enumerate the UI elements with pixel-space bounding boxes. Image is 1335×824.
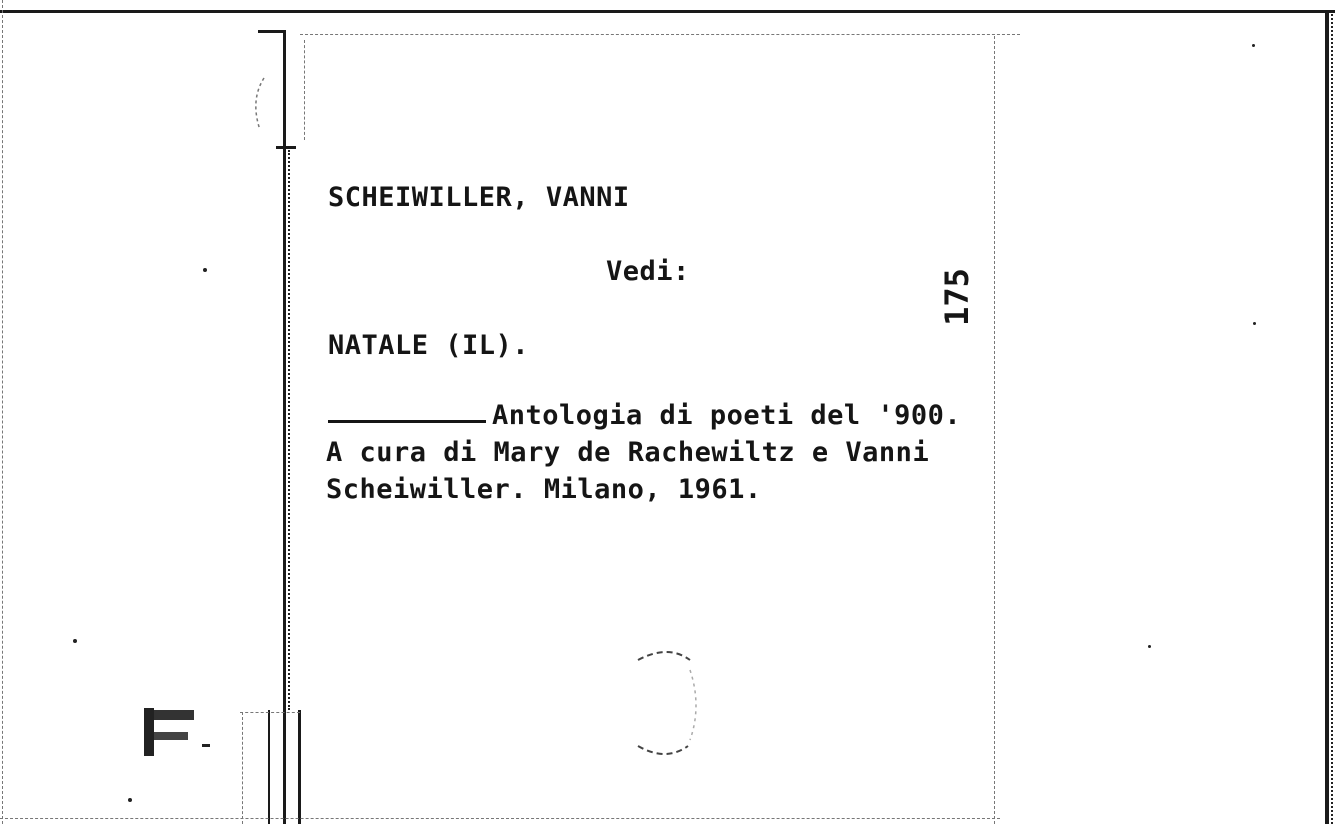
library-stamp-mark [140,704,220,764]
speck [1148,645,1151,648]
call-number: 175 [937,268,976,326]
binding-bottom-top [240,712,300,713]
speck [203,268,207,272]
speck [73,639,77,643]
binding-line-dots [288,150,290,710]
bottom-dashed-guide [0,818,1000,819]
repeat-author-rule [328,420,486,423]
binding-line-main [283,32,286,824]
binding-bottom-b [298,710,301,824]
speck [1252,44,1255,47]
see-label: Vedi: [606,256,690,287]
right-edge-dots [1331,14,1333,824]
binding-bottom-a [268,710,270,824]
binding-top-tab [258,30,286,33]
punch-hole-center [628,648,708,763]
top-dashed-guide [300,34,1020,35]
right-border [1325,10,1329,824]
top-border [0,10,1335,13]
see-entry: NATALE (IL). [328,330,530,361]
punch-hole-top [246,70,286,140]
binding-top-mark [304,40,305,140]
title-line: Antologia di poeti del '900. [492,400,962,431]
imprint-line: Scheiwiller. Milano, 1961. [326,474,762,505]
main-heading: SCHEIWILLER, VANNI [328,182,630,213]
speck [128,798,132,802]
editor-line: A cura di Mary de Rachewiltz e Vanni [326,437,930,468]
left-edge [2,0,3,824]
binding-tick [276,146,296,149]
right-column-guide [994,36,995,824]
speck [1253,322,1256,325]
binding-bottom-c [242,712,243,824]
